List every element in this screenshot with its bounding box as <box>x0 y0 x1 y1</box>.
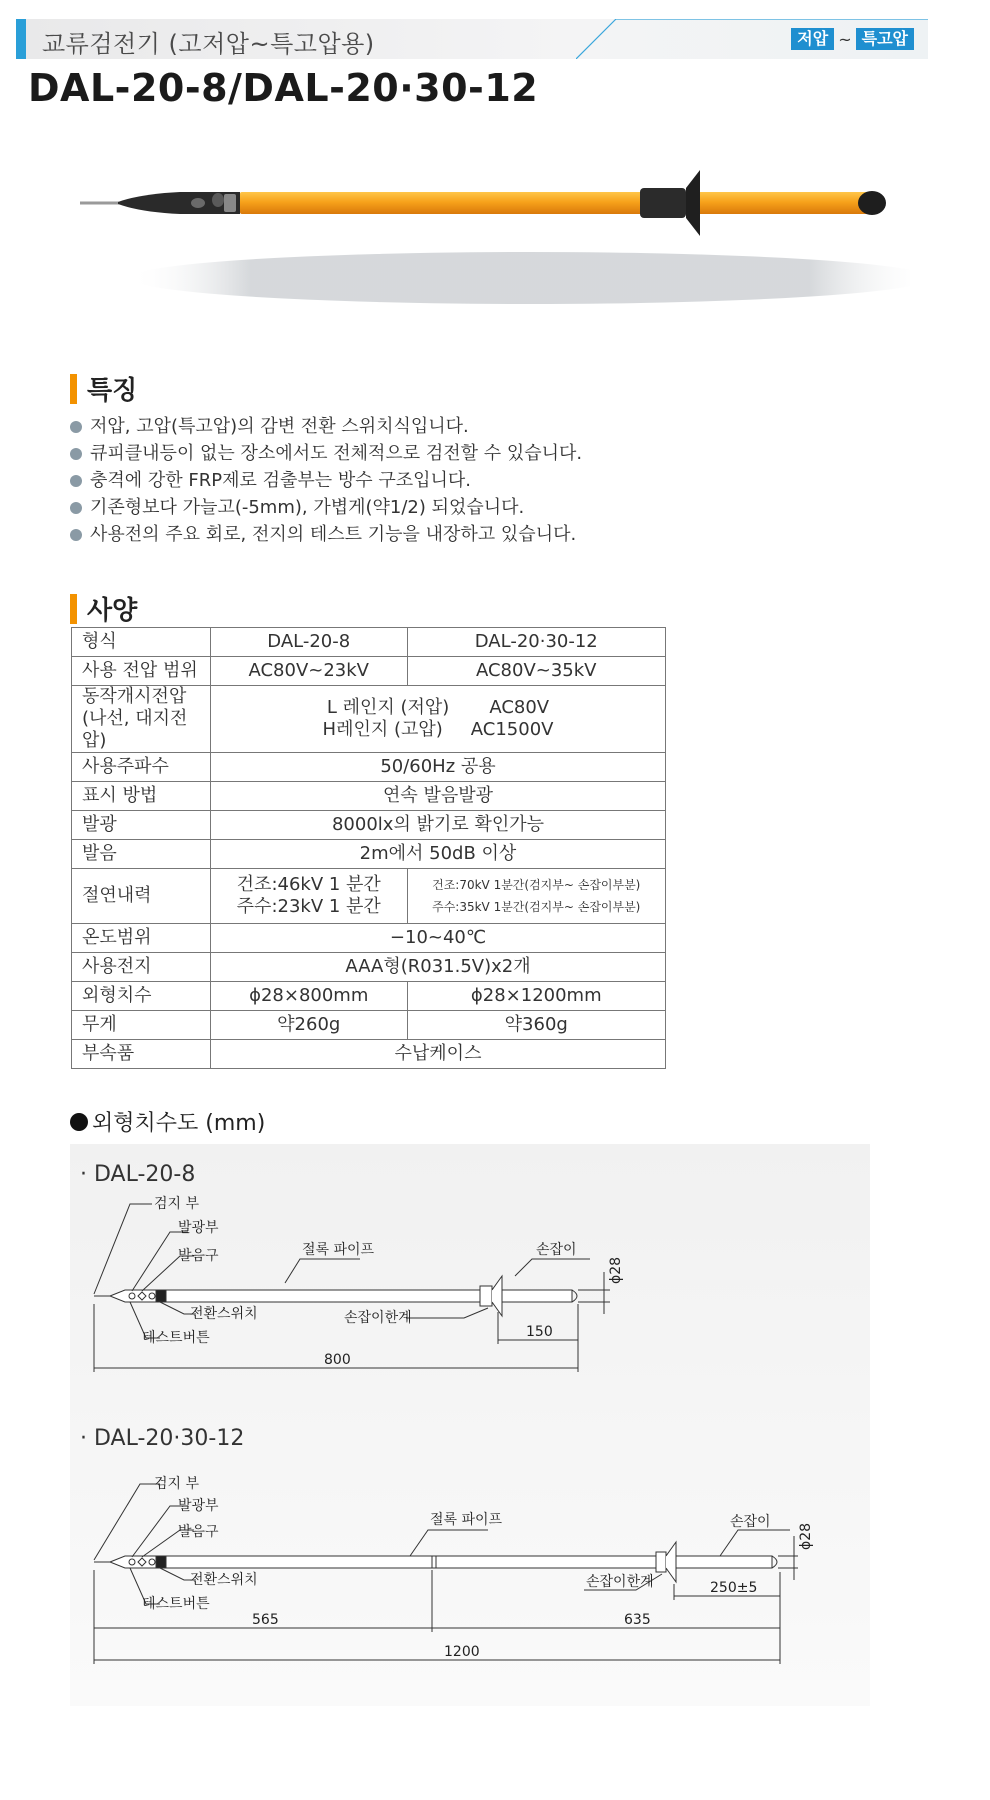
row-label: 사용전지 <box>72 953 211 982</box>
row-label: 무게 <box>72 1011 211 1040</box>
list-item <box>70 494 582 521</box>
insulation-wet: 주수:23kV 1 분간 <box>236 896 381 917</box>
section-marker <box>70 594 77 624</box>
row-label: 절연내력 <box>72 869 211 924</box>
label-test: 테스트버튼 <box>142 1596 210 1612</box>
cell: 50/60Hz 공용 <box>211 753 666 782</box>
table-row <box>72 628 666 657</box>
spec-table <box>71 627 666 1069</box>
cell: AC80V~23kV <box>211 657 408 686</box>
drawing2-title: · DAL-20·30-12 <box>80 1426 245 1451</box>
label-grip: 손잡이 <box>730 1514 771 1530</box>
label-limit: 손잡이한계 <box>344 1310 412 1326</box>
spec-title-text: 사양 <box>87 596 138 626</box>
dimension-drawings <box>70 1144 870 1706</box>
row-label: 온도범위 <box>72 924 211 953</box>
label-phi: ϕ28 <box>798 1522 814 1550</box>
product-image <box>70 150 910 310</box>
cell: 수납케이스 <box>211 1040 666 1069</box>
badge-low: 저압 <box>791 28 834 50</box>
label-sound: 발음구 <box>178 1248 219 1264</box>
dim-b: 635 <box>624 1612 651 1628</box>
drawing1-labels <box>142 1195 624 1368</box>
cell: DAL-20·30-12 <box>407 628 666 657</box>
cell: 연속 발음발광 <box>211 782 666 811</box>
table-row <box>72 657 666 686</box>
feature-list <box>70 413 582 548</box>
cell: AAA형(R031.5V)x2개 <box>211 953 666 982</box>
cell: −10~40℃ <box>211 924 666 953</box>
label-grip: 손잡이 <box>536 1242 577 1258</box>
model-title: DAL-20-8/DAL-20·30-12 <box>28 66 539 110</box>
table-row <box>72 840 666 869</box>
list-item <box>70 467 582 494</box>
cell: ϕ28×800mm <box>211 982 408 1011</box>
dim-grip: 250±5 <box>710 1580 758 1596</box>
cell <box>407 869 666 924</box>
cell: 약360g <box>407 1011 666 1040</box>
insulation-dry: 건조:70kV 1분간(검지부~ 손잡이부분) <box>432 878 641 892</box>
insulation-dry: 건조:46kV 1 분간 <box>236 874 381 895</box>
row-label-line: (나선, 대지전압) <box>82 708 188 751</box>
table-row <box>72 811 666 840</box>
section-marker <box>70 374 77 404</box>
label-light: 발광부 <box>178 1220 219 1236</box>
label-switch: 전환스위치 <box>190 1572 258 1588</box>
feature-text: 저압, 고압(특고압)의 감변 전환 스위치식입니다. <box>90 416 469 437</box>
table-row <box>72 1011 666 1040</box>
table-row <box>72 924 666 953</box>
table-row <box>72 953 666 982</box>
badge-separator: ~ <box>838 29 852 49</box>
spec-section-title <box>70 590 137 627</box>
list-item <box>70 413 582 440</box>
label-sound: 발음구 <box>178 1524 219 1540</box>
row-label: 표시 방법 <box>72 782 211 811</box>
cell: 8000lx의 밝기로 확인가능 <box>211 811 666 840</box>
dimension-section-title <box>70 1106 265 1137</box>
cell: 약260g <box>211 1011 408 1040</box>
features-section-title <box>70 370 137 407</box>
features-title-text: 특징 <box>87 376 138 406</box>
feature-text: 사용전의 주요 회로, 전지의 테스트 기능을 내장하고 있습니다. <box>90 524 577 545</box>
bullet-icon <box>70 502 82 514</box>
label-phi: ϕ28 <box>608 1256 624 1284</box>
bullet-icon <box>70 448 82 460</box>
category-header <box>16 19 928 59</box>
voltage-badges <box>791 28 914 50</box>
row-label: 사용주파수 <box>72 753 211 782</box>
bullet-icon <box>70 421 82 433</box>
cell <box>211 686 666 753</box>
row-label: 형식 <box>72 628 211 657</box>
range-value: AC80V <box>489 697 550 718</box>
row-label: 부속품 <box>72 1040 211 1069</box>
label-test: 테스트버튼 <box>142 1330 210 1346</box>
insulation-wet: 주수:35kV 1분간(검지부~ 손잡이부분) <box>432 900 641 914</box>
feature-text: 충격에 강한 FRP제로 검출부는 방수 구조입니다. <box>90 470 472 491</box>
dim-total: 800 <box>324 1352 351 1368</box>
bullet-icon <box>70 1113 88 1131</box>
cell: DAL-20-8 <box>211 628 408 657</box>
dimension-title-text: 외형치수도 (mm) <box>92 1111 266 1136</box>
range-label: L 레인지 (저압) <box>326 697 450 718</box>
row-label: 사용 전압 범위 <box>72 657 211 686</box>
row-label-line: 동작개시전압 <box>82 686 187 707</box>
cell <box>211 869 408 924</box>
dimension-panel <box>70 1144 870 1706</box>
range-label: H레인지 (고압) <box>322 719 443 740</box>
label-switch: 전환스위치 <box>190 1306 258 1322</box>
row-label: 발광 <box>72 811 211 840</box>
bullet-icon <box>70 529 82 541</box>
table-row <box>72 753 666 782</box>
category-title: 교류검전기 (고저압~특고압용) <box>42 30 375 58</box>
table-row <box>72 1040 666 1069</box>
list-item <box>70 521 582 548</box>
dim-grip: 150 <box>526 1324 553 1340</box>
table-row <box>72 686 666 753</box>
header-accent-bar <box>16 19 26 59</box>
feature-text: 기존형보다 가늘고(-5mm), 가볍게(약1/2) 되었습니다. <box>90 497 525 518</box>
label-limit: 손잡이한계 <box>586 1574 654 1590</box>
cell: ϕ28×1200mm <box>407 982 666 1011</box>
table-row <box>72 982 666 1011</box>
drawing1-title: · DAL-20-8 <box>80 1162 196 1187</box>
row-label: 외형치수 <box>72 982 211 1011</box>
cell: 2m에서 50dB 이상 <box>211 840 666 869</box>
feature-text: 큐피클내등이 없는 장소에서도 전체적으로 검전할 수 있습니다. <box>90 443 583 464</box>
label-pipe: 절록 파이프 <box>302 1242 375 1258</box>
label-detect: 검지 부 <box>154 1476 200 1492</box>
label-detect: 검지 부 <box>154 1196 200 1212</box>
label-light: 발광부 <box>178 1498 219 1514</box>
label-pipe: 절록 파이프 <box>430 1512 503 1528</box>
dim-total: 1200 <box>444 1644 480 1660</box>
row-label: 발음 <box>72 840 211 869</box>
drawing1-lines <box>94 1204 610 1372</box>
bullet-icon <box>70 475 82 487</box>
dim-a: 565 <box>252 1612 279 1628</box>
table-row <box>72 869 666 924</box>
table-row <box>72 782 666 811</box>
list-item <box>70 440 582 467</box>
cell: AC80V~35kV <box>407 657 666 686</box>
range-value: AC1500V <box>470 719 554 740</box>
badge-high: 특고압 <box>856 28 914 50</box>
row-label <box>72 686 211 753</box>
